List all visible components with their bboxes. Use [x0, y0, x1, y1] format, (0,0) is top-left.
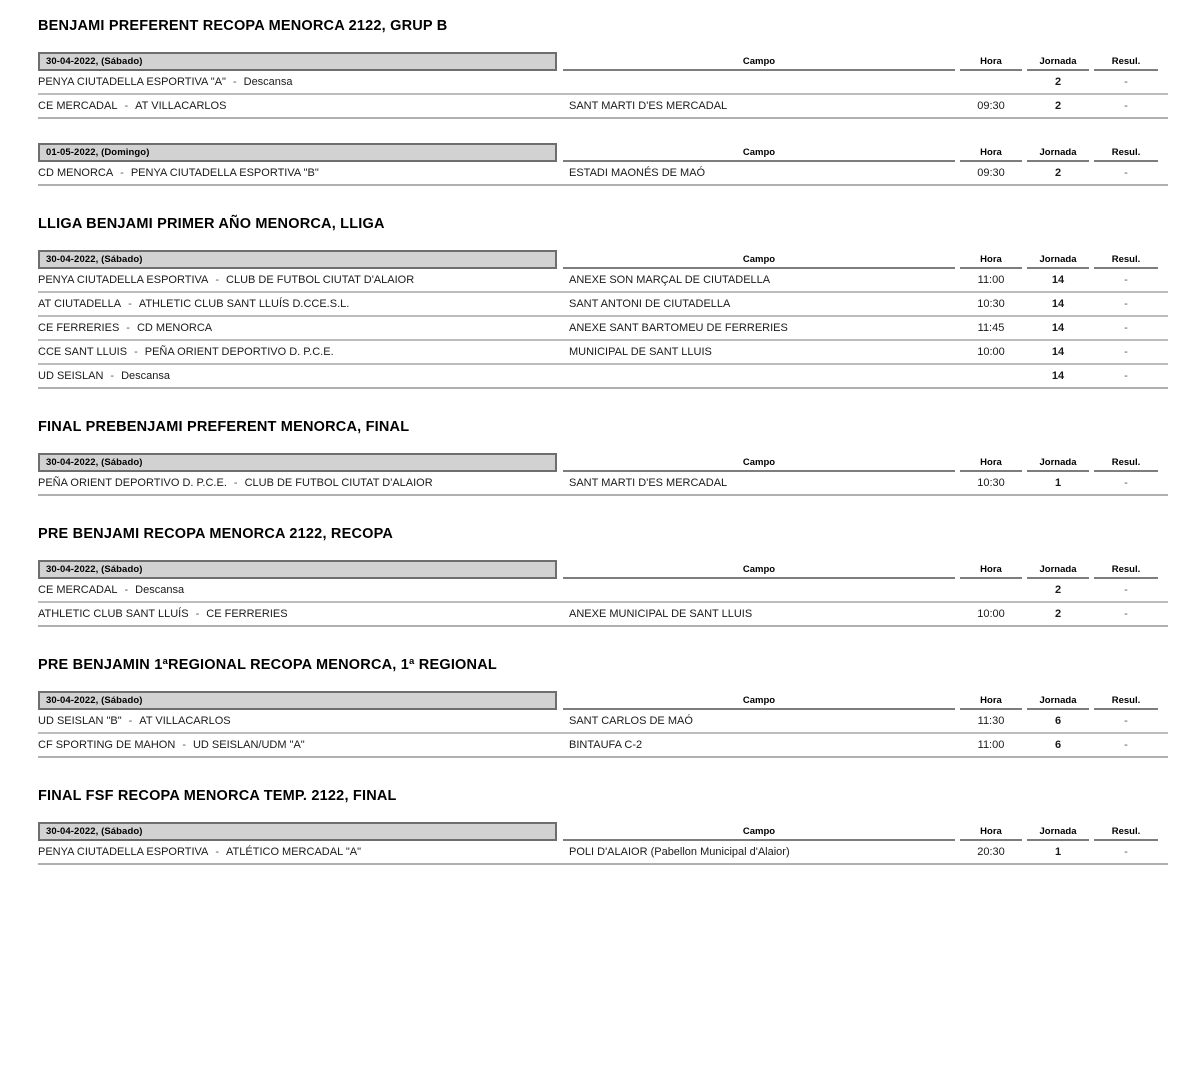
- match-hora: 20:30: [977, 846, 1005, 858]
- match-jornada: 14: [1051, 298, 1065, 310]
- day-group: [38, 50, 1168, 119]
- column-header-campo: Campo: [563, 457, 955, 472]
- team-separator: -: [182, 739, 186, 751]
- match-hora: 11:00: [977, 274, 1005, 286]
- column-header-campo: Campo: [563, 56, 955, 71]
- away-team: ATLÉTICO MERCADAL "A": [226, 846, 361, 858]
- team-separator: -: [128, 715, 133, 727]
- team-separator: -: [124, 100, 129, 112]
- day-group: [38, 141, 1168, 186]
- match-resul: -: [1124, 846, 1128, 858]
- home-team: PENYA CIUTADELLA ESPORTIVA: [38, 846, 209, 858]
- match-row: [38, 603, 1168, 627]
- competition-block: [38, 208, 1168, 389]
- match-row: [38, 734, 1168, 758]
- match-resul: -: [1124, 346, 1128, 358]
- match-jornada: 6: [1054, 739, 1062, 751]
- away-team: Descansa: [135, 584, 185, 596]
- match-teams: [38, 607, 563, 621]
- home-team: PENYA CIUTADELLA ESPORTIVA: [38, 274, 209, 286]
- competition-block: [38, 518, 1168, 627]
- column-header-jornada: Jornada: [1027, 564, 1089, 579]
- match-row: [38, 365, 1168, 389]
- match-campo: MUNICIPAL DE SANT LLUIS: [569, 346, 712, 358]
- home-team: CCE SANT LLUIS: [38, 346, 128, 358]
- team-separator: -: [128, 298, 132, 310]
- date-bar: [38, 143, 557, 162]
- match-resul: -: [1124, 739, 1128, 751]
- column-header-hora: Hora: [960, 564, 1022, 579]
- competition-title: PRE BENJAMIN 1ªREGIONAL RECOPA MENORCA, 1ª REGIONAL: [38, 657, 497, 673]
- competition-title: FINAL FSF RECOPA MENORCA TEMP. 2122, FINAL: [38, 788, 397, 804]
- column-header-resul: Resul.: [1094, 56, 1158, 71]
- date-label: 30-04-2022, (Sábado): [46, 564, 143, 575]
- home-team: PEÑA ORIENT DEPORTIVO D. P.C.E.: [38, 477, 227, 489]
- column-header-jornada: Jornada: [1027, 826, 1089, 841]
- match-resul: -: [1124, 274, 1128, 286]
- away-team: CLUB DE FUTBOL CIUTAT D'ALAIOR: [226, 274, 415, 286]
- match-row: [38, 293, 1168, 317]
- table-header-row: [38, 451, 1168, 472]
- away-team: PENYA CIUTADELLA ESPORTIVA "B": [130, 167, 319, 179]
- column-header-campo: Campo: [563, 254, 955, 269]
- match-campo: SANT CARLOS DE MAÓ: [569, 715, 693, 727]
- match-row: [38, 579, 1168, 603]
- date-label: 30-04-2022, (Sábado): [46, 56, 143, 67]
- match-hora: 10:00: [977, 608, 1005, 620]
- team-separator: -: [215, 846, 220, 858]
- column-header-hora: Hora: [960, 147, 1022, 162]
- table-header-row: [38, 820, 1168, 841]
- competition-block: [38, 10, 1168, 186]
- date-label: 01-05-2022, (Domingo): [46, 147, 150, 158]
- home-team: UD SEISLAN: [38, 370, 104, 382]
- match-teams: [38, 476, 563, 490]
- match-campo: SANT ANTONI DE CIUTADELLA: [569, 298, 731, 310]
- column-header-resul: Resul.: [1094, 254, 1158, 269]
- match-jornada: 2: [1054, 608, 1062, 620]
- column-header-hora: Hora: [960, 457, 1022, 472]
- match-resul: -: [1124, 477, 1128, 489]
- home-team: CE MERCADAL: [38, 100, 118, 112]
- date-bar: [38, 691, 557, 710]
- column-header-jornada: Jornada: [1027, 56, 1089, 71]
- column-header-jornada: Jornada: [1027, 457, 1089, 472]
- competition-block: [38, 780, 1168, 865]
- match-teams: [38, 273, 563, 287]
- date-label: 30-04-2022, (Sábado): [46, 254, 143, 265]
- match-hora: 11:00: [977, 739, 1005, 751]
- match-teams: [38, 369, 563, 383]
- match-teams: [38, 297, 563, 311]
- match-teams: [38, 166, 563, 180]
- column-header-hora: Hora: [960, 254, 1022, 269]
- match-row: [38, 317, 1168, 341]
- team-separator: -: [233, 477, 238, 489]
- away-team: CD MENORCA: [136, 322, 213, 334]
- match-teams: [38, 345, 563, 359]
- match-row: [38, 95, 1168, 119]
- match-campo: POLI D'ALAIOR (Pabellon Municipal d'Alaior): [569, 846, 790, 858]
- match-campo: ESTADI MAONÉS DE MAÓ: [569, 167, 706, 179]
- match-resul: -: [1124, 100, 1128, 112]
- match-jornada: 1: [1054, 477, 1062, 489]
- column-header-jornada: Jornada: [1027, 147, 1089, 162]
- team-separator: -: [232, 76, 237, 88]
- match-teams: [38, 321, 563, 335]
- table-header-row: [38, 248, 1168, 269]
- date-bar: [38, 52, 557, 71]
- match-row: [38, 710, 1168, 734]
- column-header-hora: Hora: [960, 695, 1022, 710]
- match-resul: -: [1124, 608, 1128, 620]
- match-resul: -: [1124, 370, 1128, 382]
- match-hora: 10:30: [977, 298, 1005, 310]
- home-team: CE MERCADAL: [38, 584, 118, 596]
- column-header-jornada: Jornada: [1027, 254, 1089, 269]
- column-header-campo: Campo: [563, 695, 955, 710]
- competition-block: [38, 411, 1168, 496]
- home-team: PENYA CIUTADELLA ESPORTIVA "A": [38, 76, 226, 88]
- match-row: [38, 472, 1168, 496]
- home-team: CE FERRERIES: [38, 322, 120, 334]
- match-jornada: 1: [1054, 846, 1062, 858]
- column-header-resul: Resul.: [1094, 695, 1158, 710]
- match-jornada: 2: [1054, 100, 1062, 112]
- match-jornada: 14: [1051, 370, 1065, 382]
- match-jornada: 14: [1051, 322, 1065, 334]
- column-header-campo: Campo: [563, 564, 955, 579]
- date-bar: [38, 560, 557, 579]
- away-team: ATHLETIC CLUB SANT LLUÍS D.CCE.S.L.: [138, 298, 350, 310]
- table-header-row: [38, 141, 1168, 162]
- match-row: [38, 341, 1168, 365]
- match-teams: [38, 714, 563, 728]
- match-row: [38, 162, 1168, 186]
- match-hora: 10:30: [977, 477, 1005, 489]
- team-separator: -: [126, 322, 130, 334]
- column-header-resul: Resul.: [1094, 826, 1158, 841]
- day-group: [38, 558, 1168, 627]
- team-separator: -: [110, 370, 115, 382]
- competition-block: [38, 649, 1168, 758]
- table-header-row: [38, 558, 1168, 579]
- match-teams: [38, 75, 563, 89]
- match-hora: 11:45: [977, 322, 1005, 334]
- column-header-jornada: Jornada: [1027, 695, 1089, 710]
- competition-title: BENJAMI PREFERENT RECOPA MENORCA 2122, GRUP B: [38, 18, 448, 34]
- team-separator: -: [195, 608, 200, 620]
- away-team: CE FERRERIES: [206, 608, 288, 620]
- day-group: [38, 451, 1168, 496]
- date-bar: [38, 822, 557, 841]
- match-campo: SANT MARTI D'ES MERCADAL: [569, 100, 728, 112]
- match-campo: ANEXE SANT BARTOMEU DE FERRERIES: [569, 322, 788, 334]
- home-team: AT CIUTADELLA: [38, 298, 122, 310]
- match-teams: [38, 99, 563, 113]
- away-team: CLUB DE FUTBOL CIUTAT D'ALAIOR: [244, 477, 433, 489]
- competition-list: [38, 10, 1168, 865]
- table-header-row: [38, 50, 1168, 71]
- away-team: UD SEISLAN/UDM "A": [192, 739, 305, 751]
- team-separator: -: [215, 274, 220, 286]
- match-resul: -: [1124, 322, 1128, 334]
- match-row: [38, 841, 1168, 865]
- match-hora: 09:30: [977, 167, 1005, 179]
- match-resul: -: [1124, 76, 1128, 88]
- column-header-hora: Hora: [960, 826, 1022, 841]
- date-label: 30-04-2022, (Sábado): [46, 457, 143, 468]
- match-campo: ANEXE MUNICIPAL DE SANT LLUIS: [569, 608, 753, 620]
- column-header-resul: Resul.: [1094, 564, 1158, 579]
- match-jornada: 14: [1051, 346, 1065, 358]
- day-group: [38, 689, 1168, 758]
- date-label: 30-04-2022, (Sábado): [46, 826, 143, 837]
- date-label: 30-04-2022, (Sábado): [46, 695, 143, 706]
- match-teams: [38, 845, 563, 859]
- day-group: [38, 248, 1168, 389]
- competition-title: FINAL PREBENJAMI PREFERENT MENORCA, FINAL: [38, 419, 410, 435]
- team-separator: -: [120, 167, 124, 179]
- match-hora: 11:30: [977, 715, 1005, 727]
- away-team: AT VILLACARLOS: [135, 100, 227, 112]
- team-separator: -: [134, 346, 138, 358]
- match-row: [38, 269, 1168, 293]
- date-bar: [38, 250, 557, 269]
- home-team: ATHLETIC CLUB SANT LLUÍS: [38, 608, 189, 620]
- home-team: UD SEISLAN "B": [38, 715, 122, 727]
- match-row: [38, 71, 1168, 95]
- match-teams: [38, 583, 563, 597]
- match-resul: -: [1124, 298, 1128, 310]
- away-team: Descansa: [121, 370, 171, 382]
- home-team: CF SPORTING DE MAHON: [38, 739, 176, 751]
- match-hora: 10:00: [977, 346, 1005, 358]
- match-hora: 09:30: [977, 100, 1005, 112]
- competition-title: PRE BENJAMI RECOPA MENORCA 2122, RECOPA: [38, 526, 394, 542]
- column-header-resul: Resul.: [1094, 457, 1158, 472]
- match-resul: -: [1124, 715, 1128, 727]
- away-team: PEÑA ORIENT DEPORTIVO D. P.C.E.: [144, 346, 334, 358]
- match-jornada: 2: [1054, 76, 1062, 88]
- match-resul: -: [1124, 584, 1128, 596]
- team-separator: -: [124, 584, 129, 596]
- column-header-resul: Resul.: [1094, 147, 1158, 162]
- match-jornada: 2: [1054, 584, 1062, 596]
- column-header-hora: Hora: [960, 56, 1022, 71]
- match-campo: BINTAUFA C-2: [569, 739, 643, 751]
- day-group: [38, 820, 1168, 865]
- date-bar: [38, 453, 557, 472]
- column-header-campo: Campo: [563, 826, 955, 841]
- match-teams: [38, 738, 563, 752]
- away-team: AT VILLACARLOS: [139, 715, 231, 727]
- away-team: Descansa: [243, 76, 293, 88]
- match-jornada: 2: [1054, 167, 1062, 179]
- match-jornada: 14: [1051, 274, 1065, 286]
- column-header-campo: Campo: [563, 147, 955, 162]
- match-campo: SANT MARTI D'ES MERCADAL: [569, 477, 728, 489]
- match-resul: -: [1124, 167, 1128, 179]
- table-header-row: [38, 689, 1168, 710]
- competition-title: LLIGA BENJAMI PRIMER AÑO MENORCA, LLIGA: [38, 216, 385, 232]
- home-team: CD MENORCA: [38, 167, 114, 179]
- match-jornada: 6: [1054, 715, 1062, 727]
- match-campo: ANEXE SON MARÇAL DE CIUTADELLA: [569, 274, 771, 286]
